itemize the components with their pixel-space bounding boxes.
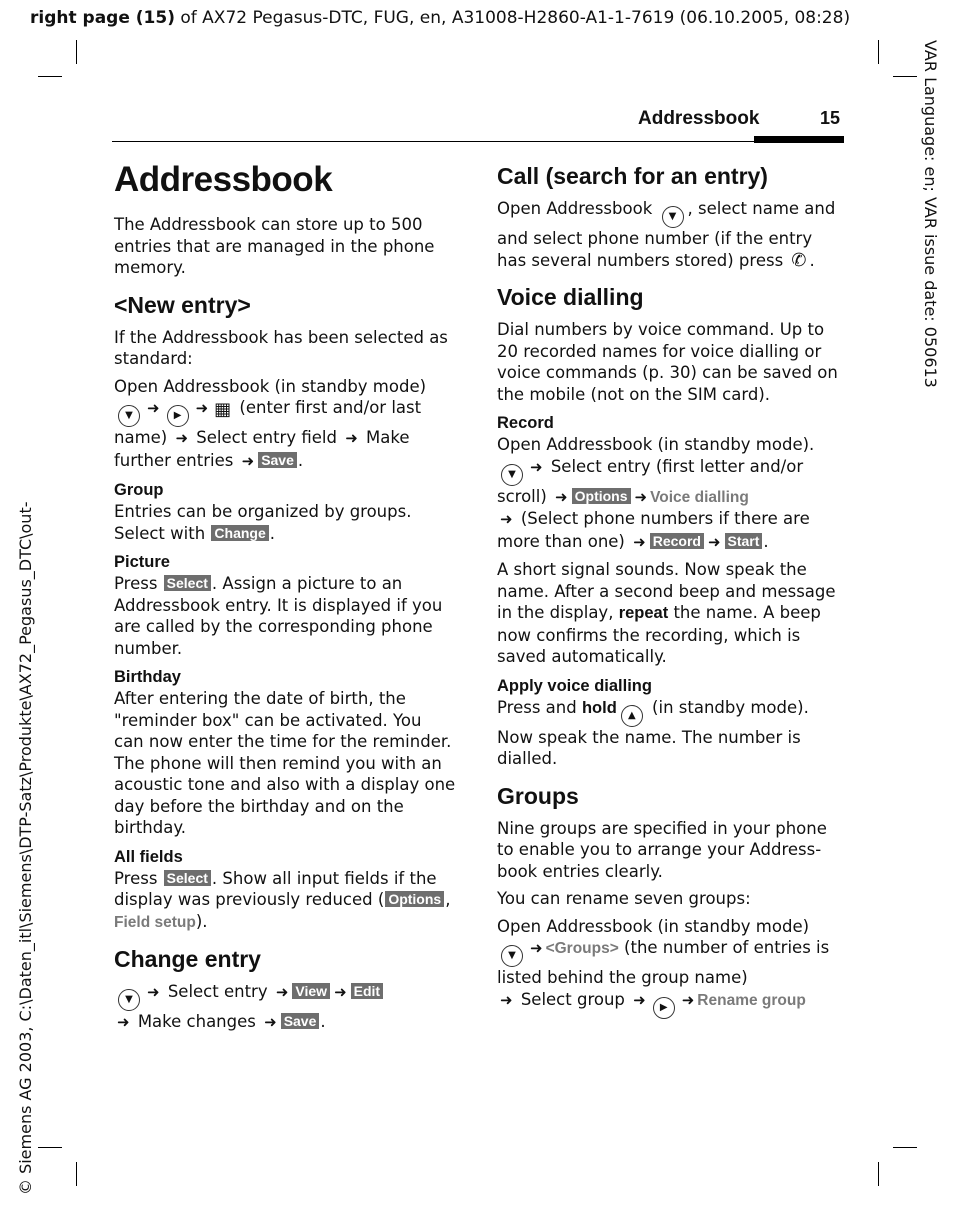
arrow-right-icon: ➜ bbox=[555, 487, 568, 506]
keypad-icon: ▦ bbox=[214, 399, 232, 420]
crop-mark bbox=[76, 40, 77, 64]
apply-voice-text: Press and hold ▲ (in standby mode). Now speak the name. The number is dialled. bbox=[497, 697, 809, 768]
voice-dialling-menu: Voice dialling bbox=[650, 488, 749, 506]
record-softkey: Record bbox=[650, 533, 704, 549]
voice-dialling-text: Dial numbers by voice command. Up to 20 recorded names for voice dialling or voice commands (p. 30) can be saved on the mobile (not on the SIM card). bbox=[497, 320, 838, 404]
new-entry-steps: Open Addressbook (in standby mode) ▼ ➜ ▶ ➜ ▦ (enter first and/or last name) ➜ Select entry field ➜ Make further entries ➜ Save . bbox=[114, 376, 427, 470]
new-entry-heading: <New entry> bbox=[114, 291, 251, 318]
change-entry-steps: ▼ ➜ Select entry ➜ View ➜ Edit ➜ Make changes ➜ Save . bbox=[114, 981, 456, 1034]
arrow-right-icon: ➜ bbox=[633, 990, 646, 1009]
header-tab bbox=[754, 136, 844, 143]
groups-p1: Nine groups are specified in your phone to enable you to arrange your Address-book entries clearly. bbox=[497, 818, 827, 881]
save-softkey: Save bbox=[258, 452, 297, 468]
birthday-heading: Birthday bbox=[114, 668, 181, 686]
header-rule bbox=[112, 141, 844, 142]
page-title: Addressbook bbox=[114, 160, 333, 199]
birthday-text: After entering the date of birth, the "reminder box" can be activated. You can now enter the time for the reminder. The phone will then remind you with an acoustic tone and also with a display one day before the birthday and on the birthday. bbox=[114, 689, 456, 837]
arrow-right-icon: ➜ bbox=[707, 532, 721, 551]
groups-heading: Groups bbox=[497, 782, 579, 809]
call-text: Open Addressbook ▼ , select name and and select phone number (if the entry has several numbers stored) press ✆ . bbox=[497, 199, 836, 271]
crop-mark bbox=[38, 76, 62, 77]
arrow-right-icon: ➜ bbox=[681, 990, 695, 1009]
arrow-right-icon: ➜ bbox=[147, 399, 160, 417]
change-entry-heading: Change entry bbox=[114, 946, 261, 972]
nav-up-icon: ▲ bbox=[621, 705, 643, 727]
crop-mark bbox=[878, 1162, 879, 1186]
new-entry-p1: If the Addressbook has been selected as standard: bbox=[114, 327, 448, 368]
arrow-right-icon: ➜ bbox=[264, 1013, 277, 1031]
record-steps: Open Addressbook (in standby mode). ▼ ➜ Select entry (first letter and/or scroll) ➜ Options ➜ Voice dialling ➜ (Select phone numbers if there are more than one) ➜ Record ➜ Start . bbox=[497, 435, 815, 551]
call-heading: Call (search for an entry) bbox=[497, 163, 768, 189]
arrow-right-icon: ➜ bbox=[500, 990, 513, 1009]
start-softkey: Start bbox=[725, 533, 763, 549]
arrow-right-icon: ➜ bbox=[530, 457, 543, 476]
arrow-right-icon: ➜ bbox=[345, 429, 358, 447]
nav-down-icon: ▼ bbox=[501, 945, 523, 967]
select-softkey: Select bbox=[164, 575, 211, 591]
left-column bbox=[114, 160, 456, 1040]
field-setup-menu: Field setup bbox=[114, 913, 196, 931]
rename-group-menu: Rename group bbox=[697, 991, 806, 1009]
arrow-right-icon: ➜ bbox=[633, 532, 646, 551]
nav-down-icon: ▼ bbox=[118, 989, 140, 1011]
all-fields-text: Press Select . Show all input fields if the display was previously reduced ( Options , Field setup). bbox=[114, 868, 451, 931]
nav-right-icon: ▶ bbox=[653, 997, 675, 1019]
right-column bbox=[497, 154, 839, 1025]
arrow-right-icon: ➜ bbox=[175, 429, 189, 447]
print-slug: right page (15) of AX72 Pegasus-DTC, FUG, en, A31008-H2860-A1-1-7619 (06.10.2005, 08:28) bbox=[30, 8, 851, 28]
side-note-left: © Siemens AG 2003, C:\Daten_itl\Siemens\DTP-Satz\Produkte\AX72_Pegasus_DTC\out- bbox=[16, 501, 35, 1195]
nav-down-icon: ▼ bbox=[662, 206, 684, 228]
arrow-right-icon: ➜ bbox=[241, 451, 255, 470]
crop-mark bbox=[878, 40, 879, 64]
record-info: A short signal sounds. Now speak the name. After a second beep and message in the display, repeat the name. A beep now confirms the recording, which is saved automatically. bbox=[497, 560, 836, 666]
picture-text: Press Select . Assign a picture to an Addressbook entry. It is displayed if you are called by the corresponding phone number. bbox=[114, 574, 443, 658]
crop-mark bbox=[38, 1147, 62, 1148]
call-key-icon: ✆ bbox=[791, 249, 807, 271]
edit-softkey: Edit bbox=[351, 983, 383, 999]
apply-voice-heading: Apply voice dialling bbox=[497, 676, 652, 695]
view-softkey: View bbox=[292, 983, 330, 999]
options-softkey: Options bbox=[385, 891, 444, 907]
crop-mark bbox=[893, 76, 917, 77]
record-heading: Record bbox=[497, 414, 554, 432]
crop-mark bbox=[76, 1162, 77, 1186]
arrow-right-icon: ➜ bbox=[530, 939, 543, 957]
crop-mark bbox=[893, 1147, 917, 1148]
voice-dialling-heading: Voice dialling bbox=[497, 284, 644, 310]
nav-right-icon: ▶ bbox=[167, 405, 189, 427]
group-text: Entries can be organized by groups. Select with Change . bbox=[114, 502, 412, 543]
group-heading: Group bbox=[114, 481, 164, 499]
arrow-right-icon: ➜ bbox=[117, 1013, 130, 1031]
save-softkey: Save bbox=[281, 1013, 320, 1029]
nav-down-icon: ▼ bbox=[501, 464, 523, 486]
running-header: Addressbook bbox=[638, 108, 760, 129]
page-number: 15 bbox=[820, 108, 841, 128]
all-fields-heading: All fields bbox=[114, 847, 183, 866]
picture-heading: Picture bbox=[114, 553, 170, 571]
select-softkey: Select bbox=[164, 870, 211, 886]
groups-menu: <Groups> bbox=[545, 940, 619, 957]
arrow-right-icon: ➜ bbox=[275, 983, 289, 1001]
nav-down-icon: ▼ bbox=[118, 405, 140, 427]
side-note-right: VAR Language: en; VAR issue date: 050613 bbox=[921, 40, 940, 388]
arrow-right-icon: ➜ bbox=[334, 983, 347, 1001]
arrow-right-icon: ➜ bbox=[195, 399, 209, 417]
intro-text: The Addressbook can store up to 500 entries that are managed in the phone memory. bbox=[114, 215, 435, 277]
arrow-right-icon: ➜ bbox=[634, 487, 648, 506]
change-softkey: Change bbox=[211, 525, 268, 541]
groups-p2: You can rename seven groups: bbox=[497, 889, 751, 908]
arrow-right-icon: ➜ bbox=[147, 983, 160, 1001]
arrow-right-icon: ➜ bbox=[500, 510, 513, 528]
groups-steps: Open Addressbook (in standby mode) ▼ ➜ <Groups> (the number of entries is listed behind the group name) ➜ Select group ➜ ▶ ➜ Rename group bbox=[497, 916, 839, 1019]
options-softkey: Options bbox=[572, 488, 631, 504]
